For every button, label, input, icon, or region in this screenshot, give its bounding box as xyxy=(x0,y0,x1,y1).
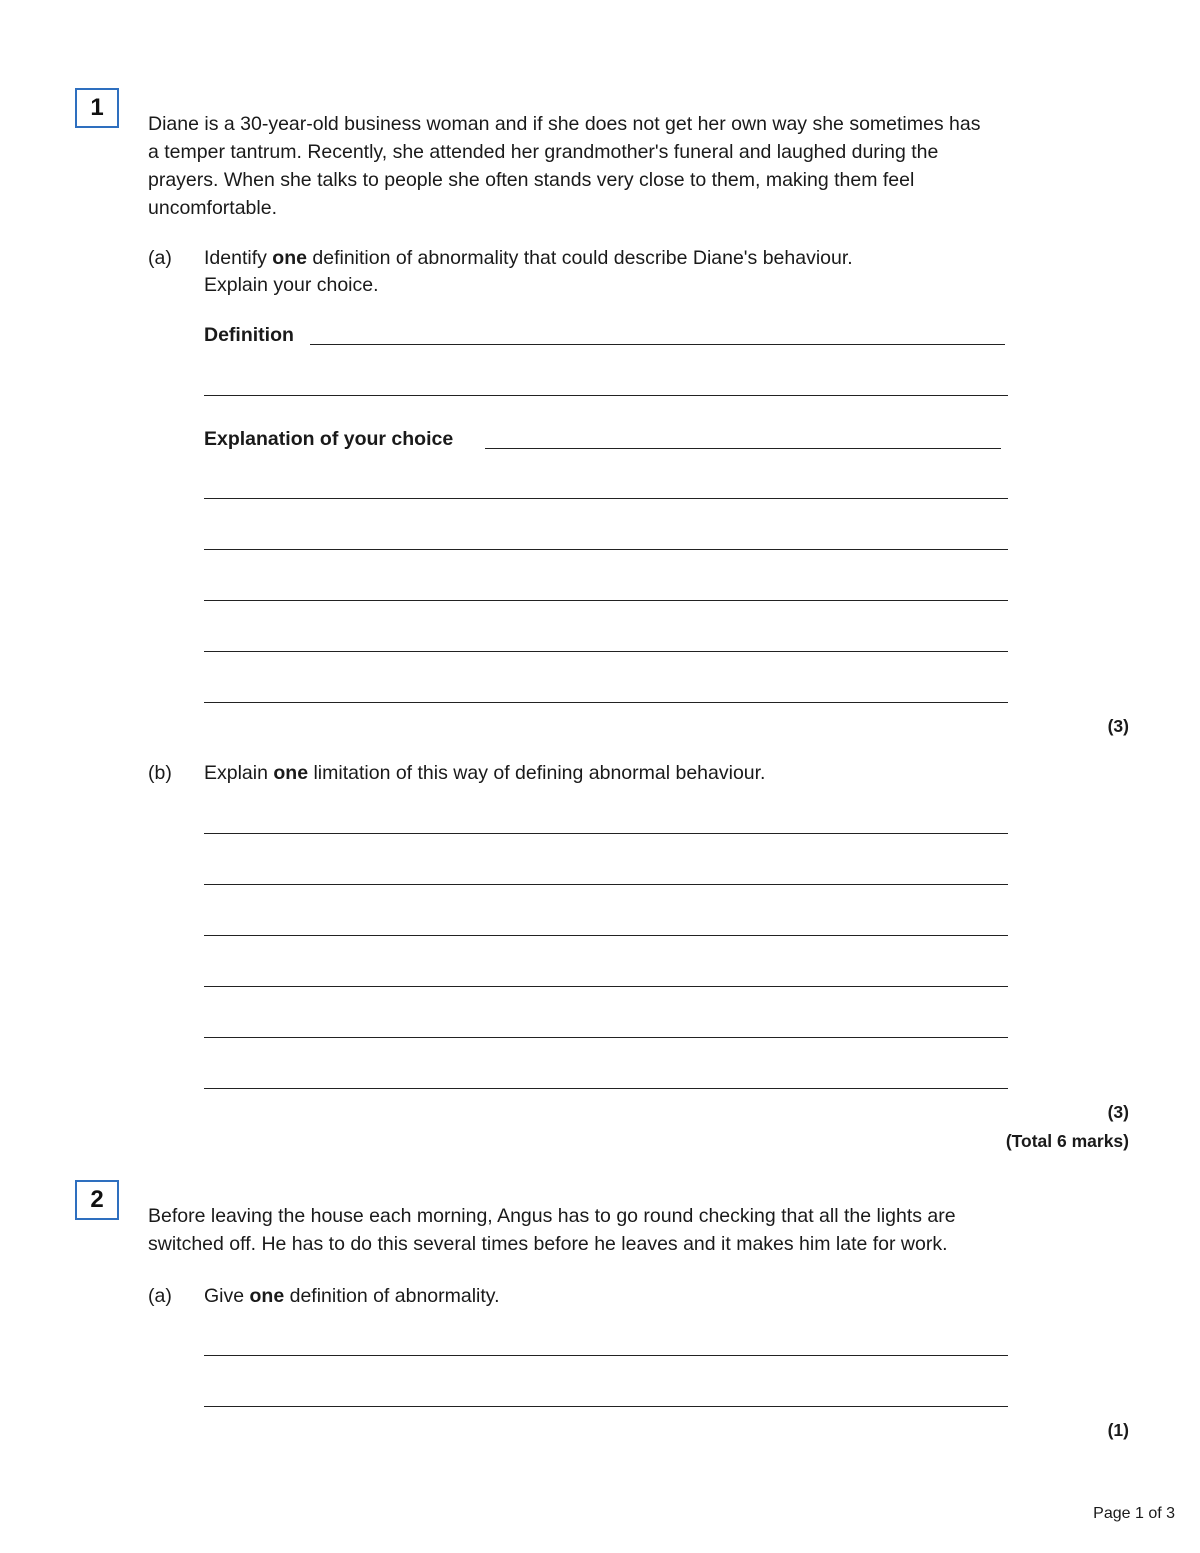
q1-part-a-prompt-pre: Identify xyxy=(204,247,273,269)
question-1-number-box xyxy=(75,88,119,128)
question-2-number: 2 xyxy=(90,1186,104,1213)
q1-part-b-answer-line[interactable] xyxy=(204,833,1008,834)
explanation-answer-line[interactable] xyxy=(204,600,1008,601)
q1-part-b-answer-line[interactable] xyxy=(204,935,1008,936)
q1-part-b-prompt-bold: one xyxy=(273,762,309,784)
explanation-label: Explanation of your choice xyxy=(204,428,454,450)
q2-part-a-letter: (a) xyxy=(148,1285,172,1307)
q1-total-marks: (Total 6 marks) xyxy=(1005,1131,1129,1151)
q1-part-a-marks: (3) xyxy=(1107,716,1129,736)
q1-part-b-answer-line[interactable] xyxy=(204,1088,1008,1089)
q2-part-a-answer-line[interactable] xyxy=(204,1406,1008,1407)
q1-part-a-prompt-post: definition of abnormality that could describe Diane's behaviour. xyxy=(306,247,853,269)
q1-part-b-prompt-pre: Explain xyxy=(204,762,274,784)
q1-part-b-prompt-post: limitation of this way of defining abnormal behaviour. xyxy=(308,762,766,784)
q2-part-a-prompt xyxy=(204,1282,500,1310)
q2-part-a-marks: (1) xyxy=(1107,1420,1129,1440)
question-2-stem-line: Before leaving the house each morning, Angus has to go round checking that all the lights are xyxy=(148,1205,956,1227)
question-2-stem xyxy=(148,1202,956,1258)
explanation-answer-line[interactable] xyxy=(485,448,1001,449)
q1-part-a-prompt xyxy=(204,244,853,272)
explanation-answer-line[interactable] xyxy=(204,549,1008,550)
q1-part-b-answer-line[interactable] xyxy=(204,1037,1008,1038)
q1-part-b-letter: (b) xyxy=(148,762,172,784)
q1-part-b-marks: (3) xyxy=(1107,1102,1129,1122)
q2-part-a-prompt-bold: one xyxy=(249,1285,285,1307)
question-1-stem-line: uncomfortable. xyxy=(148,197,277,219)
q1-part-b-answer-line[interactable] xyxy=(204,884,1008,885)
q1-part-b-prompt xyxy=(204,759,765,787)
definition-answer-line[interactable] xyxy=(310,344,1005,345)
question-2-number-box xyxy=(75,1180,119,1220)
question-1-stem xyxy=(148,110,980,222)
q1-part-a-letter: (a) xyxy=(148,247,172,269)
definition-answer-line[interactable] xyxy=(204,395,1008,396)
page-number: Page 1 of 3 xyxy=(1093,1505,1175,1522)
q1-part-a-prompt-bold: one xyxy=(272,247,307,269)
q2-part-a-prompt-post: definition of abnormality. xyxy=(284,1285,500,1307)
question-1-stem-line: Diane is a 30-year-old business woman and if she does not get her own way she sometimes has xyxy=(148,113,981,135)
explanation-answer-line[interactable] xyxy=(204,498,1008,499)
definition-label: Definition xyxy=(204,324,294,346)
question-2-stem-line: switched off. He has to do this several times before he leaves and it makes him late for work. xyxy=(148,1233,948,1255)
question-1-number: 1 xyxy=(90,94,104,121)
question-1-stem-line: a temper tantrum. Recently, she attended her grandmother's funeral and laughed during the xyxy=(148,141,939,163)
question-1-stem-line: prayers. When she talks to people she often stands very close to them, making them feel xyxy=(148,169,915,191)
q1-part-b-answer-line[interactable] xyxy=(204,986,1008,987)
explanation-answer-line[interactable] xyxy=(204,651,1008,652)
explanation-answer-line[interactable] xyxy=(204,702,1008,703)
q1-part-a-prompt-line2: Explain your choice. xyxy=(204,274,379,296)
q2-part-a-prompt-pre: Give xyxy=(204,1285,250,1307)
q2-part-a-answer-line[interactable] xyxy=(204,1355,1008,1356)
